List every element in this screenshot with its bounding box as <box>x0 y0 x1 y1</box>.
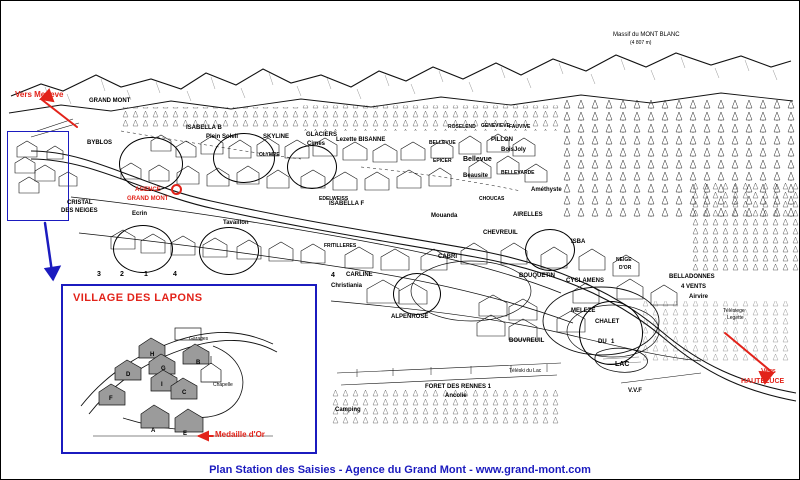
map-label: DU <box>598 339 607 345</box>
map-label: Camping <box>335 407 361 413</box>
map-label: GLACIERS <box>306 132 338 138</box>
map-label: 1 <box>144 271 148 278</box>
map-label: MELEZE <box>571 308 596 314</box>
map-label: 3 <box>97 271 101 278</box>
village-label: G <box>161 366 166 372</box>
map-label: OLYMPE <box>259 152 280 158</box>
medaille-dor-label: Medaille d'Or <box>215 430 265 439</box>
highlight-circle-alpenrose <box>393 273 441 315</box>
map-label: FRITILLERES <box>324 243 357 249</box>
map-label: AIRELLES <box>513 212 543 218</box>
village-label: Garages <box>189 336 209 342</box>
map-label: BOUVREUIL <box>509 338 545 344</box>
map-label: BELLEVARDE <box>501 170 535 176</box>
map-label: Téléski du Lac <box>509 368 542 374</box>
map-label: FORET DES RENNES 1 <box>425 384 492 390</box>
map-label: Plein Soleil <box>206 134 239 140</box>
village-label: E <box>183 431 188 437</box>
map-label: Christiania <box>331 283 363 289</box>
map-label: BOUQUETIN <box>519 273 555 279</box>
map-label: BELLEVUE <box>429 140 456 146</box>
map-label: Bellevue <box>463 156 492 163</box>
map-label: D'OR <box>619 265 632 271</box>
highlight-box-village-lapons-location <box>7 131 69 221</box>
map-label: GRAND MONT <box>89 98 131 104</box>
map-label: SKYLINE <box>263 134 290 140</box>
map-label: BoisJoly <box>501 147 527 153</box>
map-label: CHOUCAS <box>479 196 505 202</box>
map-label: Mouanda <box>431 213 458 219</box>
map-label: FAUVIVE <box>509 124 531 130</box>
agence-label-line1: AGENCE <box>135 187 161 193</box>
map-label: ROSELEND <box>448 124 476 130</box>
footer-caption: Plan Station des Saisies - Agence du Grand Mont - www.grand-mont.com <box>209 464 591 476</box>
village-des-lapons-inset <box>61 284 317 454</box>
map-label: Ancolie <box>445 393 467 399</box>
map-label: EDELWEISS <box>319 196 349 202</box>
agence-label-line2: GRAND MONT <box>127 196 169 202</box>
map-label: ALPENROSE <box>391 314 429 320</box>
map-label: Legette <box>727 315 744 321</box>
map-label: CHEVREUIL <box>483 230 518 236</box>
map-label: BELLADONNES <box>669 274 715 280</box>
map-label: Lezette BISANNE <box>336 137 386 143</box>
map-label: Beausite <box>463 173 489 179</box>
highlight-circle-olympe <box>213 133 275 183</box>
map-label: 2 <box>120 271 124 278</box>
map-label: Vers Megeve <box>15 90 64 99</box>
map-label: Télésiege <box>723 308 745 314</box>
highlight-circle-ecrin <box>113 225 173 273</box>
map-label: PILLON <box>491 137 513 143</box>
map-label: 4 VENTS <box>681 284 707 290</box>
map-label: BYBLOS <box>87 140 113 146</box>
map-label: NEIGE <box>616 257 632 263</box>
map-label: 4 <box>331 272 335 279</box>
map-label: EPICER <box>433 158 452 164</box>
map-label: Améthyste <box>531 187 562 193</box>
map-label: (4 807 m) <box>630 40 652 46</box>
map-label: GENEVIEVE <box>481 123 510 129</box>
map-label: V.V.F <box>628 388 642 394</box>
map-label: 1 <box>611 339 615 345</box>
map-label: ISABELLA B <box>186 125 222 131</box>
highlight-circle-cimes <box>287 145 337 189</box>
village-des-lapons-title: VILLAGE DES LAPONS <box>73 292 203 304</box>
village-label: D <box>126 372 131 378</box>
village-label: H <box>150 352 155 358</box>
village-label: B <box>196 360 201 366</box>
map-label: CRISTAL <box>67 200 93 206</box>
village-label: Chapelle <box>213 382 233 388</box>
village-label: I <box>161 382 163 388</box>
map-label: 4 <box>173 271 177 278</box>
highlight-circle-agence <box>119 137 183 191</box>
map-label: LAC <box>615 361 630 368</box>
map-label: CYCLAMENS <box>566 278 605 284</box>
map-label: Tavaillon <box>223 220 249 226</box>
map-label: HAUTELUCE <box>741 378 785 385</box>
highlight-circle-bouquetin <box>525 229 575 271</box>
map-label: CABRI <box>438 254 457 260</box>
village-label: F <box>109 396 113 402</box>
map-label: Ecrin <box>132 211 148 217</box>
map-label: ISBA <box>571 239 586 245</box>
map-label: Airvire <box>689 294 709 300</box>
map-label: Cimes <box>307 141 326 147</box>
village-label: C <box>182 390 187 396</box>
village-label: A <box>151 428 156 434</box>
map-label: DES NEIGES <box>61 208 98 214</box>
map-label: ISABELLA F <box>329 201 365 207</box>
map-label: Massif du MONT BLANC <box>613 32 680 38</box>
map-label: Vers <box>761 368 776 375</box>
map-label: CHALET <box>595 319 620 325</box>
agence-marker-dot <box>171 184 182 195</box>
highlight-circle-tavaillon <box>199 227 259 275</box>
map-label: CARLINE <box>346 272 373 278</box>
